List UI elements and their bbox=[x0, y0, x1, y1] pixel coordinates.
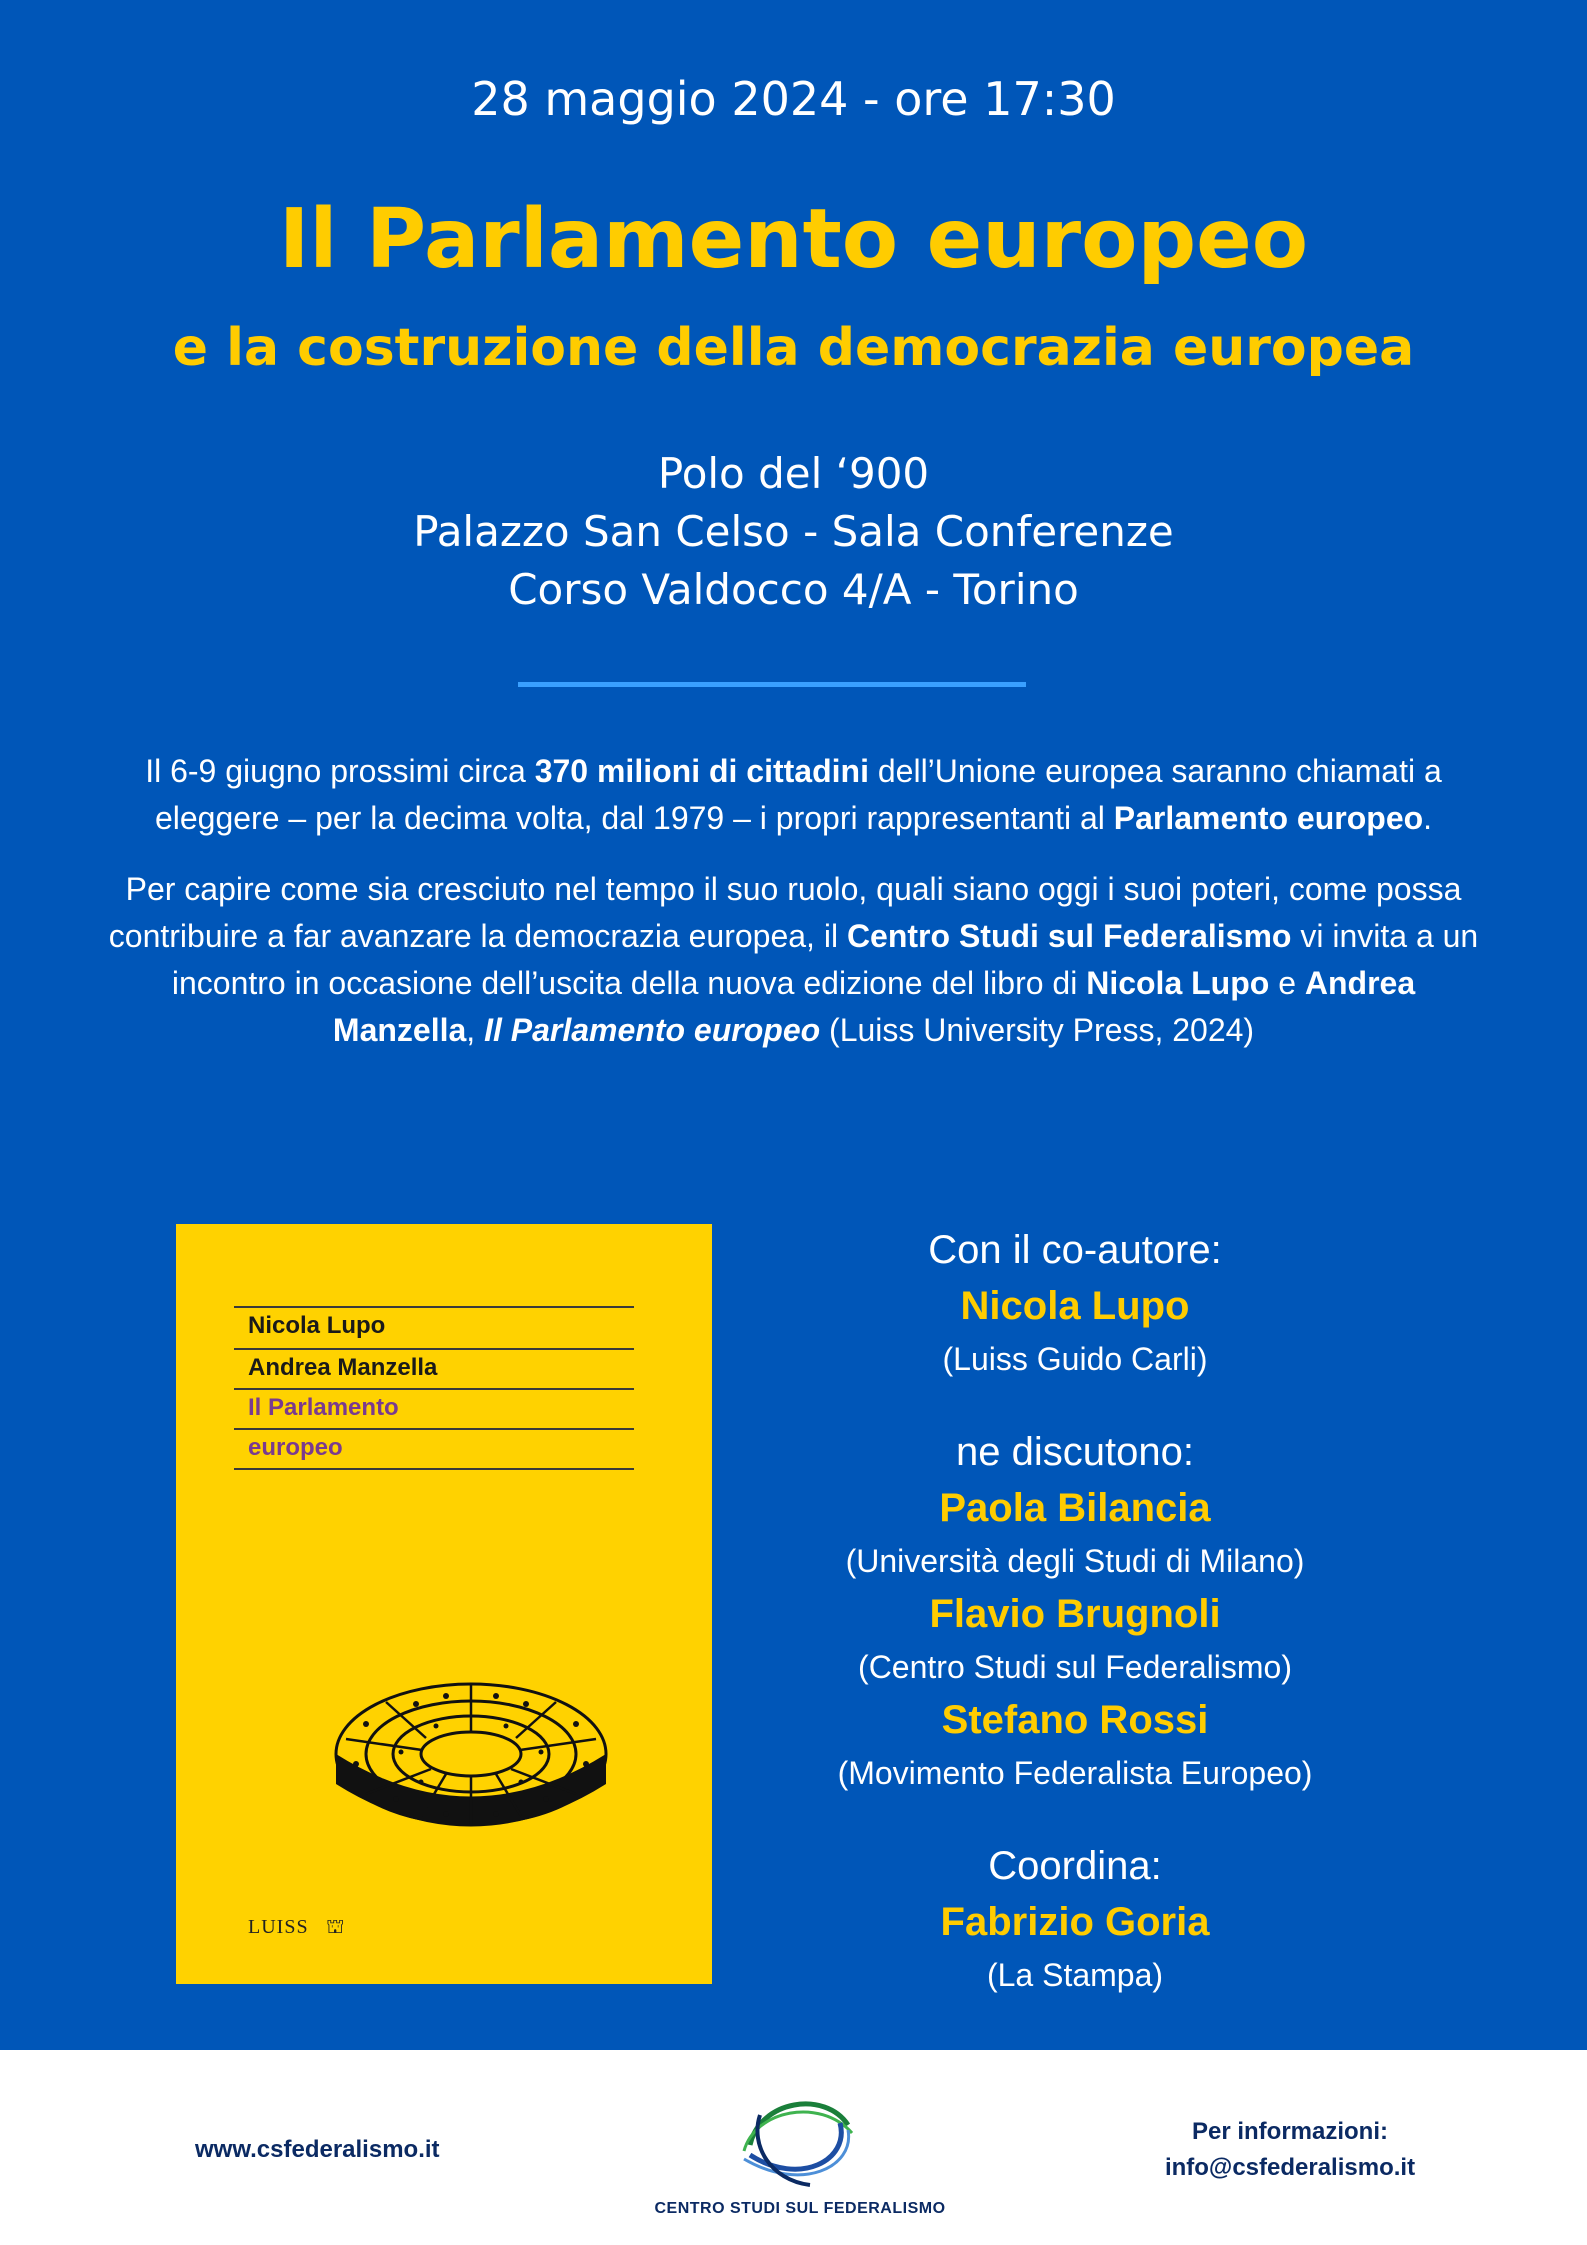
cover-rule bbox=[234, 1468, 634, 1470]
event-title: Il Parlamento europeo bbox=[278, 192, 1309, 287]
discussant-name: Stefano Rossi bbox=[941, 1698, 1209, 1742]
text-span: (Luiss University Press, 2024) bbox=[820, 1012, 1255, 1048]
coordinator-name: Fabrizio Goria bbox=[940, 1900, 1210, 1944]
venue-line-1: Polo del ‘900 bbox=[657, 449, 930, 498]
text-span: , bbox=[466, 1012, 485, 1048]
cover-title-2: europeo bbox=[248, 1434, 343, 1461]
contact-label: Per informazioni: bbox=[1191, 2118, 1389, 2145]
divider bbox=[518, 682, 1026, 687]
highlight-citizens: 370 milioni di cittadini bbox=[534, 753, 869, 789]
coauthor-affiliation: (Luiss Guido Carli) bbox=[942, 1341, 1208, 1377]
highlight-author-2: Andrea Manzella bbox=[332, 965, 1416, 1048]
text-span: Il 6-9 giugno prossimi circa bbox=[145, 753, 535, 789]
event-date: 28 maggio 2024 - ore 17:30 bbox=[471, 72, 1116, 126]
highlight-organization: Centro Studi sul Federalismo bbox=[846, 918, 1292, 954]
discussant-name: Paola Bilancia bbox=[939, 1486, 1211, 1530]
cover-rule bbox=[234, 1388, 634, 1390]
cover-title-1: Il Parlamento bbox=[248, 1394, 399, 1421]
coordinator-label: Coordina: bbox=[988, 1844, 1162, 1888]
contact-block bbox=[1130, 2114, 1450, 2186]
coordinator-affiliation: (La Stampa) bbox=[986, 1957, 1164, 1993]
publisher-mark-icon: ⛫ bbox=[326, 1914, 345, 1938]
discussant-affiliation: (Università degli Studi di Milano) bbox=[845, 1543, 1305, 1579]
discussant-affiliation: (Centro Studi sul Federalismo) bbox=[858, 1649, 1292, 1685]
venue-block bbox=[0, 445, 1587, 619]
speakers-panel bbox=[745, 1222, 1405, 2000]
hemicycle-illustration bbox=[326, 1664, 616, 1864]
intro-paragraph-1 bbox=[100, 748, 1487, 842]
coauthor-name: Nicola Lupo bbox=[960, 1284, 1190, 1328]
event-subtitle: e la costruzione della democrazia europea bbox=[172, 318, 1415, 378]
cover-author-1: Nicola Lupo bbox=[248, 1312, 386, 1339]
discussant-affiliation: (Movimento Federalista Europeo) bbox=[837, 1755, 1313, 1791]
text-span: e bbox=[1269, 965, 1305, 1001]
discussant-name: Flavio Brugnoli bbox=[929, 1592, 1221, 1636]
coauthor-label: Con il co-autore: bbox=[928, 1228, 1222, 1272]
cover-author-2: Andrea Manzella bbox=[248, 1354, 438, 1381]
intro-text bbox=[100, 748, 1487, 1078]
contact-email[interactable]: info@csfederalismo.it bbox=[1164, 2154, 1416, 2181]
text-span: dell’Unione europea saranno chiamati a eleggere – per la decima volta, dal 1979 – i propri rappresentanti al bbox=[154, 753, 1442, 836]
cover-rule bbox=[234, 1306, 634, 1308]
csf-logo-icon bbox=[730, 2085, 860, 2195]
venue-line-2: Palazzo San Celso - Sala Conferenze bbox=[413, 507, 1174, 556]
text-span: Per capire come sia cresciuto nel tempo il suo ruolo, quali siano oggi i suoi poteri, come possa contribuire a far avanzare la democrazia europea, il bbox=[108, 871, 1462, 954]
text-span: vi invita a un incontro in occasione dell’uscita della nuova edizione del libro di bbox=[171, 918, 1479, 1001]
website-link[interactable]: www.csfederalismo.it bbox=[195, 2136, 440, 2163]
book-cover bbox=[176, 1224, 712, 1984]
venue-line-3: Corso Valdocco 4/A - Torino bbox=[508, 565, 1079, 614]
book-title-inline: Il Parlamento europeo bbox=[484, 1012, 821, 1048]
cover-rule bbox=[234, 1348, 634, 1350]
cover-rule bbox=[234, 1428, 634, 1430]
intro-paragraph-2 bbox=[100, 866, 1487, 1054]
logo-caption: CENTRO STUDI SUL FEDERALISMO bbox=[654, 2200, 946, 2217]
highlight-parliament: Parlamento europeo bbox=[1113, 800, 1424, 836]
cover-publisher: LUISS bbox=[248, 1916, 309, 1938]
text-span: . bbox=[1423, 800, 1433, 836]
highlight-author-1: Nicola Lupo bbox=[1086, 965, 1270, 1001]
discussants-label: ne discutono: bbox=[956, 1430, 1194, 1474]
